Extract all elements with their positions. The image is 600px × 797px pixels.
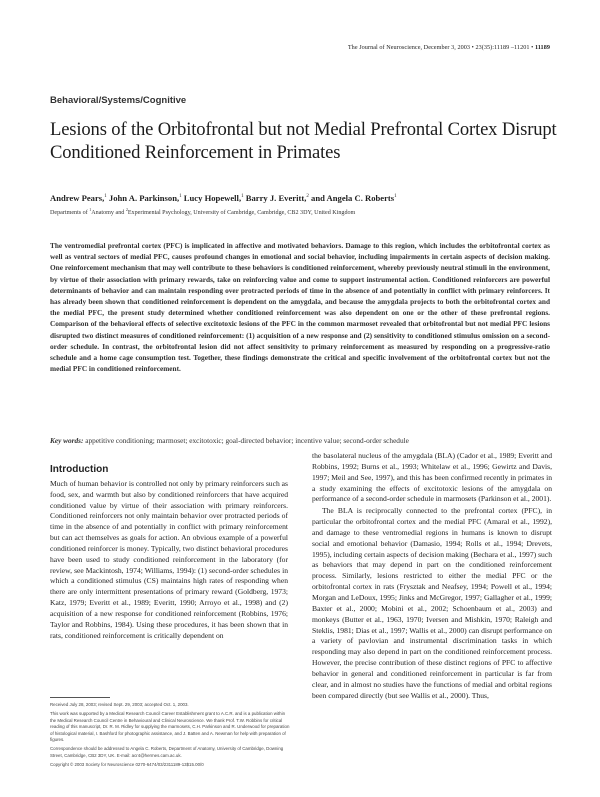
running-head-sep2: • [531, 44, 535, 51]
paper-title: Lesions of the Orbitofrontal but not Medial Prefrontal Cortex Disrupt Conditioned Reinforcement in Primates [50, 119, 557, 163]
footnote-correspondence: Correspondence should be addressed to Angela C. Roberts, Department of Anatomy, University of Cambridge, Downing Street, Cambridge, CB2 3DY, UK. E-mail: acr4@hermes.cam.ac.uk. [50, 746, 284, 758]
footnote-received: Received July 28, 2003; revised Sept. 29, 2003; accepted Oct. 1, 2003. [50, 702, 189, 707]
footnotes [50, 702, 290, 771]
left-column [50, 465, 288, 642]
footnote-copyright: Copyright © 2003 Society for Neuroscience 0270-6474/03/2311189-13$15.00/0 [50, 761, 204, 767]
footnote-funding: This work was supported by a Medical Research Council Career Establishment grant to A.C.R. and is a publication within the Medical Research Council Centre in Behavioural and Clinical Neuroscience. We thank Prof. T.W. Robbins for critical reading of this manuscript, Dr. R. M. Ridley for supplying the marmosets, C.H. Parkinson and R. Underwood for preparation of histological material, I. Bashford for photographic assistance, and J. Batten and A. Newman for help with preparation of figures. [50, 711, 290, 742]
author-1: Andrew Pears,$^1$ [50, 193, 107, 203]
running-head [348, 44, 550, 51]
author-3: Lucy Hopewell,$^1$ [183, 193, 244, 203]
running-head-volume: 23(35):11189 –11201 [475, 44, 530, 51]
section-label: Behavioral/Systems/Cognitive [50, 95, 187, 106]
keywords [50, 436, 550, 445]
running-head-page: 11189 [534, 44, 550, 51]
running-head-sep: • [471, 44, 476, 51]
intro-paragraph-1: Much of human behavior is controlled not only by primary reinforcers such as food, sex, and warmth but also by conditioned reinforcers that have acquired conditioned value by virtue of their association with primary reinforcers. Conditioned reinforcers not only maintain behavior over protracted periods of time in the absence of and potentially in conflict with primary reinforcement but can act themselves as goals for action. An obvious example of a powerful conditioned reinforcer is money. Typically, two distinct behavioral procedures have been used to study conditioned reinforcement in the laboratory (for review, see Mackintosh, 1974; Williams, 1994): (1) second-order schedules in which a conditioned stimulus (CS) maintains high rates of responding when there are only intermittent presentations of primary reward (Goldberg, 1973; Katz, 1979; Everitt et al., 1989; Everitt, 1990; Arroyo et al., 1998) and (2) acquisition of a new response for conditioned reinforcement (Robbins, 1976; Taylor and Robbins, 1984). Using these procedures, it has been shown that in rats, conditioned reinforcement is critically dependent on [50, 478, 288, 640]
author-2: John A. Parkinson,$^1$ [108, 193, 182, 203]
right-column [312, 451, 552, 701]
intro-paragraph-2: The BLA is reciprocally connected to the prefrontal cortex (PFC), in particular the orbitofrontal cortex and the medial PFC (Amaral et al., 1992), and damage to these ventromedial regions in humans is known to disrupt social and emotional behavior (Damasio, 1994; Rolls et al., 1994; Drevets, 1995), including certain aspects of decision making (Bechara et al., 1997) such as behaviors that may depend in part on the conditioned reinforcement process. Similarly, lesions restricted to either the medial PFC or the orbitofrontal cortex in rats (Frysztak and Neafsey, 1994; Powell et al., 1994; Morgan and LeDoux, 1995; Jinks and McGregor, 1997; Gallagher et al., 1999; Baxter et al., 2000; Mobini et al., 2002; Schoenbaum et al., 2003) and monkeys (Butter et al., 1963, 1970; Iversen and Mishkin, 1970; Raleigh and Steklis, 1981; Dias et al., 1997; Wallis et al., 2000) can disrupt performance on a variety of pavlovian and instrumental discrimination tasks in which responding may also depend in part on the conditioned reinforcement process. However, the precise contribution of these distinct regions of PFC to affective behavior in general and conditioned reinforcement in particular is far from clear, and in almost no studies have the functions of medial and orbital regions been compared directly (but see Wallis et al., 2000). Thus, [312, 506, 552, 700]
affiliation: Departments of $^1$Anatomy and $^2$Experimental Psychology, University of Cambridge, Cambridge, CB2 3DY, United Kingdom [50, 207, 356, 217]
author-5: and Angela C. Roberts$^1$ [311, 193, 397, 203]
running-head-journal: The Journal of Neuroscience, December 3, 2003 [347, 44, 471, 51]
abstract: The ventromedial prefrontal cortex (PFC) is implicated in affective and motivated behaviors. Damage to this region, which includes the orbitofrontal cortex as well as ventral sectors of medial PFC, causes profound changes in emotional and social behavior, including impairments in certain aspects of decision making. One reinforcement mechanism that may well contribute to these behaviors is conditioned reinforcement, whereby previously neutral stimuli in the environment, by virtue of their association with primary rewards, take on reinforcing value and come to support instrumental action. Conditioned reinforcers are powerful determinants of behavior and can maintain responding over protracted periods of time in the absence of and potentially in conflict with primary reinforcers. It has already been shown that conditioned reinforcement is dependent on the amygdala, and because the amygdala projects to both the orbitofrontal cortex and the medial PFC, the present study determined whether conditioned reinforcement was also dependent on one or the other of these prefrontal regions. Comparison of the behavioral effects of selective excitotoxic lesions of the PFC in the common marmoset revealed that orbitofrontal but not medial PFC lesions disrupted two distinct measures of conditioned reinforcement: (1) acquisition of a new response and (2) sensitivity to conditioned stimulus omission on a second-order schedule. In contrast, the orbitofrontal lesion did not affect sensitivity to primary reinforcement as measured by responding on a progressive-ratio schedule and a home cage consumption test. Together, these findings demonstrate the critical and specific involvement of the orbitofrontal cortex but not the medial PFC in conditioned reinforcement. [50, 241, 550, 374]
footnote-rule [50, 697, 110, 698]
intro-heading: Introduction [50, 464, 109, 475]
author-4: Barry J. Everitt,$^2$ [245, 193, 309, 203]
intro-paragraph-1-cont: the basolateral nucleus of the amygdala (BLA) (Cador et al., 1989; Everitt and Robbins, 1992; Burns et al., 1993; Whitelaw et al., 1996; Gewirtz and Davis, 1997; Meil and See, 1997), and this has been confirmed recently in primates in a study examining the effects of excitotoxic lesions of the amygdala on performance of a second-order schedule in marmosets (Parkinson et al., 2001). [312, 451, 552, 504]
author-list [50, 193, 570, 203]
keywords-label: Key words: [50, 436, 84, 445]
keywords-text: appetitive conditioning; marmoset; excitotoxic; goal-directed behavior; incentive value; second-order schedule [85, 436, 409, 445]
